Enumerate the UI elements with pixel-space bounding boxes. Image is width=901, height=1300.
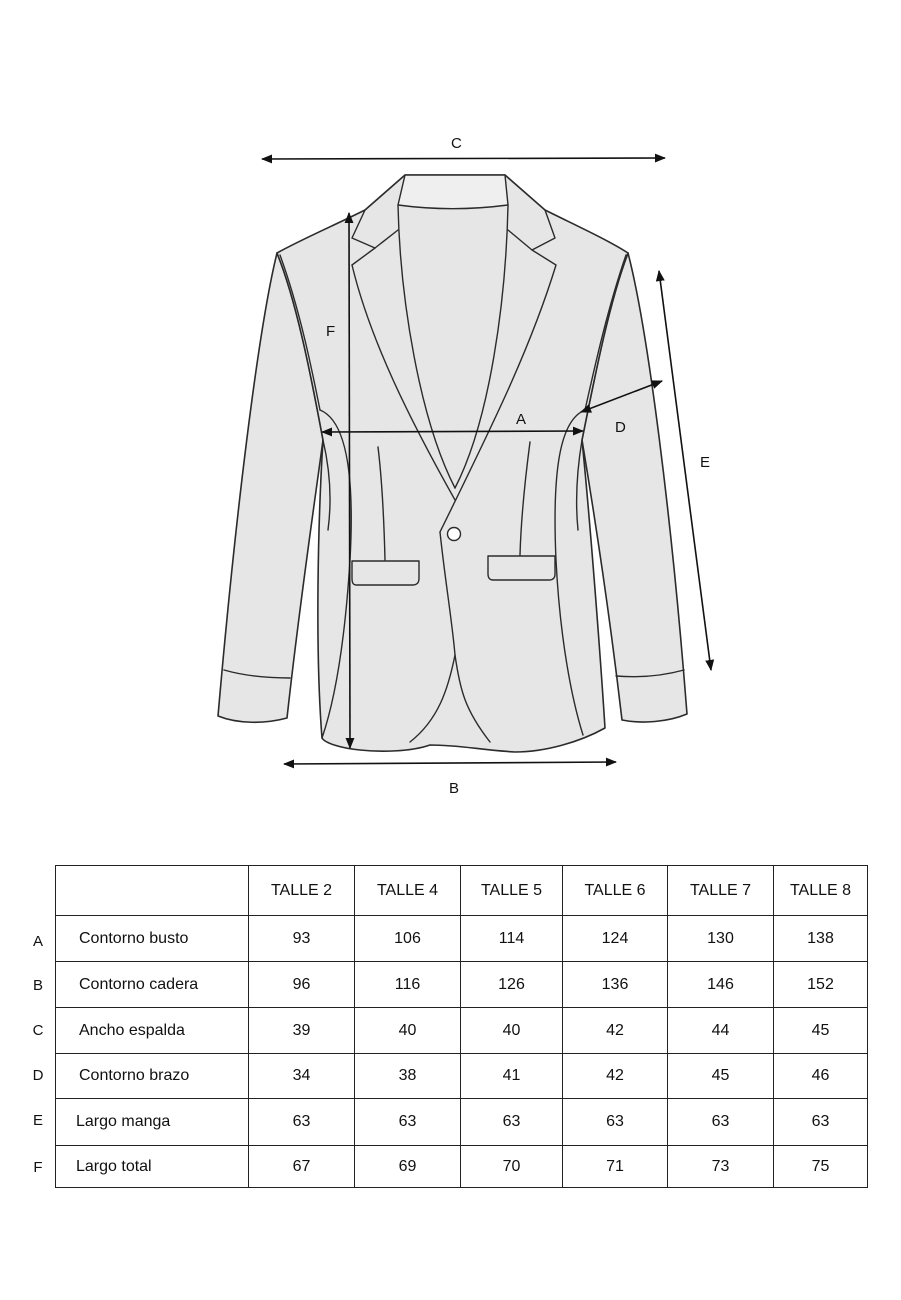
label-a: A <box>516 411 527 428</box>
row-label: Contorno cadera <box>56 962 249 1008</box>
arrow-a <box>322 431 583 432</box>
cell: 138 <box>774 916 868 962</box>
cell: 34 <box>249 1054 355 1099</box>
cell: 39 <box>249 1008 355 1054</box>
table-row <box>56 1054 868 1099</box>
cell: 69 <box>355 1146 461 1188</box>
table-header-row <box>56 866 868 916</box>
cell: 96 <box>249 962 355 1008</box>
row-letter-a: A <box>32 933 43 950</box>
cell: 130 <box>668 916 774 962</box>
table-row <box>56 1099 868 1146</box>
cell: 63 <box>563 1099 668 1146</box>
row-letter-d: D <box>32 1067 44 1084</box>
row-letter-c: C <box>32 1022 44 1039</box>
arrow-b <box>284 762 616 764</box>
cell: 40 <box>355 1008 461 1054</box>
cell: 40 <box>461 1008 563 1054</box>
header-talle-4: TALLE 4 <box>355 866 461 916</box>
cell: 152 <box>774 962 868 1008</box>
arrow-c <box>262 158 665 159</box>
cell: 45 <box>774 1008 868 1054</box>
cell: 38 <box>355 1054 461 1099</box>
label-d: D <box>615 419 626 436</box>
cell: 116 <box>355 962 461 1008</box>
cell: 42 <box>563 1008 668 1054</box>
cell: 63 <box>668 1099 774 1146</box>
jacket-button <box>448 528 461 541</box>
row-letter-e: E <box>32 1112 43 1129</box>
cell: 93 <box>249 916 355 962</box>
cell: 124 <box>563 916 668 962</box>
label-b: B <box>449 780 460 797</box>
cell: 71 <box>563 1146 668 1188</box>
size-table <box>55 865 868 1188</box>
table-row <box>56 1008 868 1054</box>
header-talle-7: TALLE 7 <box>668 866 774 916</box>
table-row <box>56 916 868 962</box>
table-row <box>56 962 868 1008</box>
header-talle-5: TALLE 5 <box>461 866 563 916</box>
cell: 75 <box>774 1146 868 1188</box>
cell: 136 <box>563 962 668 1008</box>
label-f: F <box>326 323 336 340</box>
row-label: Contorno busto <box>56 916 249 962</box>
cell: 73 <box>668 1146 774 1188</box>
header-talle-2: TALLE 2 <box>249 866 355 916</box>
table-row <box>56 1146 868 1188</box>
cell: 45 <box>668 1054 774 1099</box>
cell: 63 <box>774 1099 868 1146</box>
cell: 46 <box>774 1054 868 1099</box>
cell: 63 <box>355 1099 461 1146</box>
cell: 42 <box>563 1054 668 1099</box>
cell: 44 <box>668 1008 774 1054</box>
label-c: C <box>451 135 462 152</box>
row-label: Largo total <box>56 1146 249 1188</box>
cell: 41 <box>461 1054 563 1099</box>
arrow-f <box>349 213 350 748</box>
row-label: Ancho espalda <box>56 1008 249 1054</box>
cell: 67 <box>249 1146 355 1188</box>
header-talle-6: TALLE 6 <box>563 866 668 916</box>
row-letter-b: B <box>32 977 43 994</box>
label-e: E <box>700 454 711 471</box>
cell: 126 <box>461 962 563 1008</box>
row-label: Contorno brazo <box>56 1054 249 1099</box>
cell: 106 <box>355 916 461 962</box>
cell: 63 <box>249 1099 355 1146</box>
cell: 146 <box>668 962 774 1008</box>
cell: 114 <box>461 916 563 962</box>
cell: 70 <box>461 1146 563 1188</box>
row-letter-f: F <box>33 1159 43 1176</box>
header-empty <box>56 866 249 916</box>
cell: 63 <box>461 1099 563 1146</box>
row-label: Largo manga <box>56 1099 249 1146</box>
header-talle-8: TALLE 8 <box>774 866 868 916</box>
